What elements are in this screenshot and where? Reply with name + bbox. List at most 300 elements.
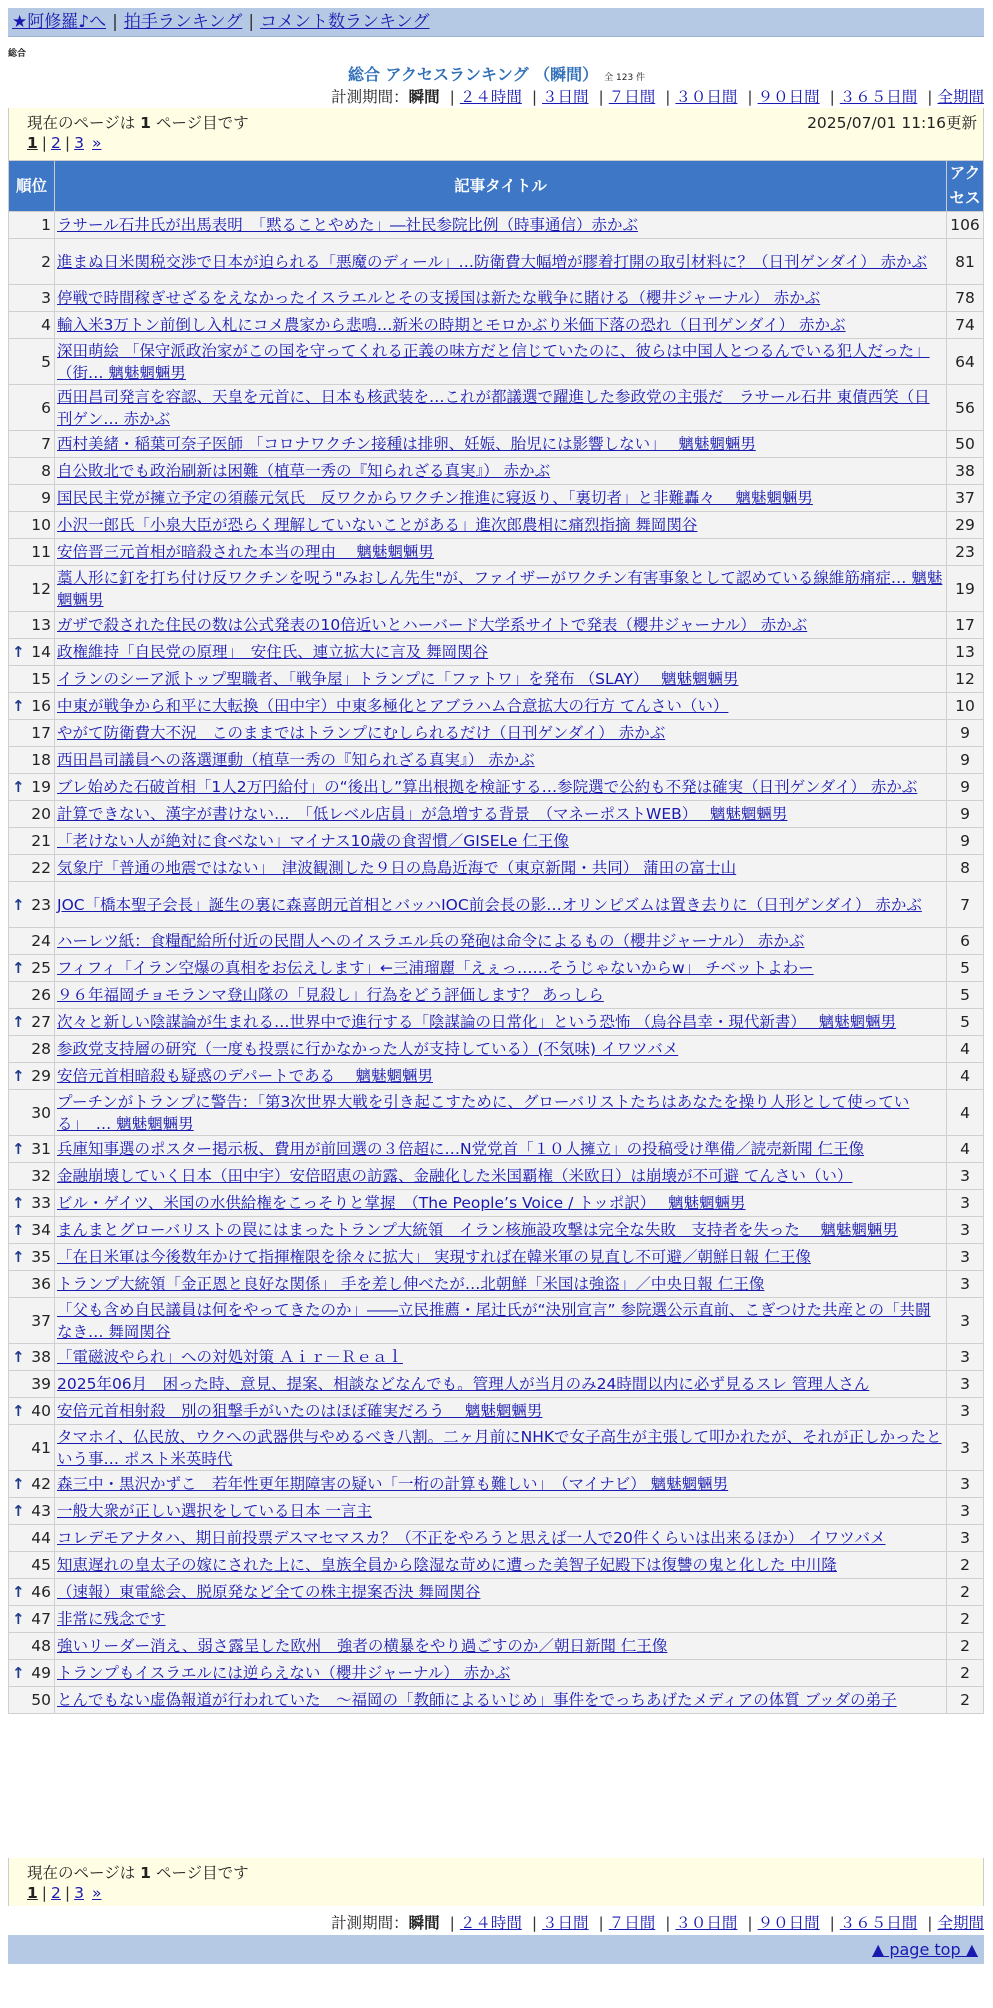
rank-up-arrow-icon: ↑ [12, 697, 25, 715]
updated-timestamp: 2025/07/01 11:16更新 [807, 114, 977, 132]
rank-cell [9, 1398, 55, 1425]
access-count: 3 [947, 1163, 984, 1190]
access-count: 6 [947, 928, 984, 955]
rank-number: 6 [41, 398, 51, 417]
page-link-2[interactable]: 2 [51, 1884, 61, 1902]
title-cell [55, 855, 947, 882]
rank-cell [9, 955, 55, 982]
rank-up-arrow-icon: ↑ [12, 1067, 25, 1085]
access-count: 9 [947, 747, 984, 774]
rank-cell [9, 431, 55, 458]
article-title-link[interactable]: ラサール石井氏が出馬表明 「黙ることやめた」―社民参院比例（時事通信）赤かぶ [57, 216, 638, 234]
next-page-link[interactable]: » [92, 134, 102, 152]
rank-number: 24 [31, 932, 51, 950]
title-cell [55, 539, 947, 566]
page-link-3[interactable]: 3 [74, 1884, 85, 1902]
title-cell [55, 1136, 947, 1163]
title-cell [55, 882, 947, 928]
article-title-link[interactable]: 西田昌司発言を容認、天皇を元首に、日本も核武装を…これが都議選で躍進した参政党の主張だ ラサール石井 東債西笑（日刊ゲン… 赤かぶ [57, 387, 930, 428]
access-count: 3 [947, 1298, 984, 1344]
access-count: 3 [947, 1271, 984, 1298]
title-cell [55, 1471, 947, 1498]
article-title-link[interactable]: 深田萌絵 「保守派政治家がこの国を守ってくれる正義の味方だと信じていたのに、彼らは中国人とつるんでいる犯人だった」（街… 魑魅魍魎男 [57, 341, 930, 382]
table-row [9, 212, 984, 239]
article-title-link[interactable]: 西田昌司議員への落選運動（植草一秀の『知られざる真実』） 赤かぶ [57, 751, 535, 769]
table-row [9, 1298, 984, 1344]
title-cell [55, 1398, 947, 1425]
table-row [9, 1398, 984, 1425]
title-cell [55, 801, 947, 828]
next-page-link[interactable]: » [92, 1884, 102, 1902]
article-title-link[interactable]: 進まぬ日米関税交渉で日本が迫られる「悪魔のディール」…防衛費大幅増が膠着打開の取引材料に？（日刊ゲンダイ） 赤かぶ [57, 252, 928, 271]
access-count: 37 [947, 485, 984, 512]
article-title-link[interactable]: プーチンがトランプに警告：「第3次世界大戦を引き起こすために、グローバリストたちはあなたを操り人形として使っている」 … 魑魅魍魎男 [57, 1092, 910, 1133]
access-count: 56 [947, 385, 984, 431]
rank-number: 43 [31, 1502, 51, 1520]
rank-number: 30 [31, 1103, 51, 1122]
article-title-link[interactable]: 小沢一郎氏「小泉大臣が恐らく理解していないことがある」進次郎農相に痛烈指摘 舞岡関谷 [57, 516, 698, 534]
pager-bottom [8, 1858, 984, 1906]
rank-up-arrow-icon: ↑ [12, 1248, 25, 1266]
table-row [9, 1525, 984, 1552]
rank-cell [9, 1063, 55, 1090]
article-title-link[interactable]: 「在日米軍は今後数年かけて指揮権限を徐々に拡大」 実現すれば在韓米軍の見直し不可避／朝鮮日報 仁王像 [57, 1248, 811, 1266]
rank-number: 28 [31, 1040, 51, 1058]
access-count: 106 [947, 212, 984, 239]
title-cell [55, 1525, 947, 1552]
title-cell [55, 1271, 947, 1298]
article-title-link[interactable]: やがて防衛費大不況 このままではトランプにむしられるだけ（日刊ゲンダイ） 赤かぶ [57, 724, 666, 742]
rank-up-arrow-icon: ↑ [12, 1502, 25, 1520]
access-count: 8 [947, 855, 984, 882]
access-count: 5 [947, 1009, 984, 1036]
rank-up-arrow-icon: ↑ [12, 1402, 25, 1420]
rank-cell [9, 1244, 55, 1271]
rank-number: 8 [41, 462, 51, 480]
article-title-link[interactable]: コレデモアナタハ、期日前投票デスマセマスカ？（不正をやろうと思えば一人で20件くらいは出来るほか） イワツバメ [57, 1529, 886, 1547]
table-row [9, 747, 984, 774]
period-current: 瞬間 [408, 1914, 440, 1932]
rank-cell [9, 1371, 55, 1398]
rank-up-arrow-icon: ↑ [12, 1013, 25, 1031]
period-current: 瞬間 [408, 88, 440, 106]
rank-number: 4 [41, 316, 51, 334]
rank-number: 7 [41, 435, 51, 453]
rank-cell [9, 539, 55, 566]
access-count: 5 [947, 955, 984, 982]
article-title-link[interactable]: 森三中・黒沢かずこ 若年性更年期障害の疑い「一桁の計算も難しい」 （マイナビ） 魑魅魍魎男 [57, 1475, 729, 1493]
rank-cell [9, 339, 55, 385]
table-row [9, 1660, 984, 1687]
title-cell [55, 1687, 947, 1714]
rank-cell [9, 1217, 55, 1244]
article-title-link[interactable]: ハーレツ紙：食糧配給所付近の民間人へのイスラエル兵の発砲は命令によるもの（櫻井ジャーナル） 赤かぶ [57, 932, 805, 950]
article-title-link[interactable]: 一般大衆が正しい選択をしている日本 一言主 [57, 1502, 372, 1520]
rank-up-arrow-icon: ↑ [12, 959, 25, 977]
article-title-link[interactable]: 兵庫知事選のポスター掲示板、費用が前回選の３倍超に…N党党首「１０人擁立」の投稿受け準備／読売新聞 仁王像 [57, 1140, 865, 1158]
access-count: 2 [947, 1687, 984, 1714]
rank-cell [9, 774, 55, 801]
title-cell [55, 774, 947, 801]
page-link-2[interactable]: 2 [51, 134, 61, 152]
rank-cell [9, 720, 55, 747]
rank-number: 41 [31, 1438, 51, 1457]
article-title-link[interactable]: ブレ始めた石破首相「1人2万円給付」の“後出し”算出根拠を検証する…参院選で公約も不発は確実（日刊ゲンダイ） 赤かぶ [57, 778, 918, 796]
title-header: 記事タイトル [55, 161, 947, 212]
table-row [9, 539, 984, 566]
article-title-link[interactable]: 自公敗北でも政治刷新は困難（植草一秀の『知られざる真実』） 赤かぶ [57, 462, 551, 480]
rank-cell [9, 1606, 55, 1633]
home-link[interactable]: ★阿修羅♪へ [12, 12, 107, 32]
access-count: 23 [947, 539, 984, 566]
period-365d[interactable]: ３６５日間 [839, 88, 918, 106]
rank-number: 1 [41, 216, 51, 234]
access-count: 4 [947, 1090, 984, 1136]
article-title-link[interactable]: 西村美緒・稲葉可奈子医師 「コロナワクチン接種は排卵、妊娠、胎児には影響しない」 魑魅魍魎男 [57, 435, 756, 453]
access-count: 4 [947, 1063, 984, 1090]
rank-number: 49 [31, 1664, 51, 1682]
rank-cell [9, 855, 55, 882]
article-title-link[interactable]: 輸入米3万トン前倒し入札にコメ農家から悲鳴…新米の時期とモロかぶり米価下落の恐れ（日刊ゲンダイ） 赤かぶ [57, 316, 846, 334]
table-row [9, 720, 984, 747]
period-7d[interactable]: ７日間 [608, 1914, 656, 1932]
period-90d[interactable]: ９０日間 [757, 1914, 820, 1932]
rank-number: 39 [31, 1375, 51, 1393]
title-cell [55, 1633, 947, 1660]
rank-number: 5 [41, 352, 51, 371]
rank-number: 9 [41, 489, 51, 507]
title-cell [55, 1344, 947, 1371]
period-all[interactable]: 全期間 [937, 88, 984, 106]
article-title-link[interactable]: 安倍元首相暗殺も疑惑のデパートである 魑魅魍魎男 [57, 1067, 433, 1085]
article-title-link[interactable]: 「父も含め自民議員は何をやってきたのか」――立民推薦・尾辻氏が“決別宣言” 参院選公示直前、こぎつけた共産との「共闘なき… 舞岡関谷 [57, 1300, 931, 1341]
access-count: 74 [947, 312, 984, 339]
period-30d[interactable]: ３０日間 [675, 88, 738, 106]
rank-cell [9, 666, 55, 693]
title-cell [55, 1009, 947, 1036]
rank-number: 14 [31, 643, 51, 661]
nav-separator: | [248, 12, 255, 32]
article-title-link[interactable]: 藁人形に釘を打ち付け反ワクチンを呪う"みおしん先生"が、ファイザーがワクチン有害事象として認めている線維筋痛症… 魑魅魍魎男 [57, 568, 943, 609]
article-title-link[interactable]: （速報）東電総会、脱原発など全ての株主提案否決 舞岡関谷 [57, 1583, 481, 1601]
access-count: 3 [947, 1398, 984, 1425]
rank-cell [9, 239, 55, 285]
title-cell [55, 431, 947, 458]
rank-cell [9, 1036, 55, 1063]
table-row [9, 239, 984, 285]
table-row [9, 1190, 984, 1217]
article-title-link[interactable]: 停戦で時間稼ぎせざるをえなかったイスラエルとその支援国は新たな戦争に賭ける（櫻井ジャーナル） 赤かぶ [57, 289, 821, 307]
period-3d[interactable]: ３日間 [542, 88, 589, 106]
table-row [9, 828, 984, 855]
rank-number: 21 [31, 832, 51, 850]
period-7d[interactable]: ７日間 [608, 88, 656, 106]
rank-cell [9, 1136, 55, 1163]
article-title-link[interactable]: ９６年福岡チョモランマ登山隊の「見殺し」行為をどう評価します？ あっしら [57, 986, 604, 1004]
table-row [9, 693, 984, 720]
page-top-link[interactable]: ▲ page top ▲ [871, 1940, 978, 1959]
rank-number: 11 [31, 543, 51, 561]
table-row [9, 431, 984, 458]
current-page-text: 現在のページは 1 ページ目です [27, 114, 249, 132]
table-row [9, 639, 984, 666]
article-title-link[interactable]: JOC「橋本聖子会長」誕生の裏に森喜朗元首相とバッハIOC前会長の影…オリンピズムは置き去りに（日刊ゲンダイ） 赤かぶ [57, 895, 922, 914]
rank-number: 20 [31, 805, 51, 823]
rank-up-arrow-icon: ↑ [12, 643, 25, 661]
table-row [9, 1217, 984, 1244]
article-title-link[interactable]: 「電磁波やられ」への対処対策 Ａｉｒ－Ｒｅａｌ [57, 1348, 403, 1366]
article-title-link[interactable]: まんまとグローバリストの罠にはまったトランプ大統領 イラン核施設攻撃は完全な失敗 支持者を失った 魑魅魍魎男 [57, 1221, 898, 1239]
table-row [9, 1633, 984, 1660]
title-cell [55, 612, 947, 639]
page-links: 1 | 2 | 3 » [27, 1884, 102, 1902]
article-title-link[interactable]: 政権維持「自民党の原理」 安住氏、連立拡大に言及 舞岡関谷 [57, 643, 489, 661]
rank-number: 40 [31, 1402, 51, 1420]
rank-cell [9, 285, 55, 312]
article-title-link[interactable]: 強いリーダー消え、弱さ露呈した欧州 強者の横暴をやり過ごすのか／朝日新聞 仁王像 [57, 1637, 668, 1655]
title-cell [55, 485, 947, 512]
rank-cell [9, 566, 55, 612]
table-row [9, 666, 984, 693]
article-title-link[interactable]: 次々と新しい陰謀論が生まれる…世界中で進行する「陰謀論の日常化」という恐怖 （烏谷昌幸・現代新書） 魑魅魍魎男 [57, 1013, 897, 1031]
rank-number: 19 [31, 778, 51, 796]
access-count: 2 [947, 1606, 984, 1633]
period-label: 計測期間： [331, 1914, 409, 1932]
access-count: 3 [947, 1190, 984, 1217]
article-title-link[interactable]: 安倍元首相射殺 別の狙撃手がいたのはほぼ確実だろう 魑魅魍魎男 [57, 1402, 543, 1420]
rank-number: 29 [31, 1067, 51, 1085]
pager-top [8, 108, 984, 160]
access-count: 19 [947, 566, 984, 612]
period-selector-top: 計測期間：瞬間 | ２４時間 | ３日間 | ７日間 | ３０日間 | ９０日間 | ３６５日間 | 全期間 [331, 88, 984, 106]
rank-up-arrow-icon: ↑ [12, 895, 25, 914]
rank-number: 17 [31, 724, 51, 742]
rank-cell [9, 212, 55, 239]
title-cell [55, 1217, 947, 1244]
top-nav-bar [8, 8, 984, 37]
rank-number: 33 [31, 1194, 51, 1212]
table-row [9, 339, 984, 385]
rank-number: 38 [31, 1348, 51, 1366]
title-cell [55, 1063, 947, 1090]
title-cell [55, 566, 947, 612]
rank-cell [9, 1190, 55, 1217]
title-cell [55, 512, 947, 539]
section-label: 総合 [8, 49, 27, 59]
rank-number: 36 [31, 1275, 51, 1293]
table-row [9, 801, 984, 828]
rank-up-arrow-icon: ↑ [12, 1140, 25, 1158]
rank-number: 23 [31, 895, 51, 914]
table-row [9, 1063, 984, 1090]
table-row [9, 982, 984, 1009]
current-page-text: 現在のページは 1 ページ目です [27, 1864, 249, 1882]
article-title-link[interactable]: 国民民主党が擁立予定の須藤元気氏 反ワクからワクチン推進に寝返り、「裏切者」と非難轟々 魑魅魍魎男 [57, 489, 813, 507]
rank-number: 22 [31, 859, 51, 877]
rank-number: 31 [31, 1140, 51, 1158]
table-row [9, 458, 984, 485]
access-count: 3 [947, 1498, 984, 1525]
rank-cell [9, 928, 55, 955]
period-90d[interactable]: ９０日間 [757, 88, 820, 106]
article-title-link[interactable]: イランのシーア派トップ聖職者、「戦争屋」トランプに「ファトワ」を発布 （SLAY） 魑魅魍魎男 [57, 670, 739, 688]
rank-number: 25 [31, 959, 51, 977]
access-count: 10 [947, 693, 984, 720]
article-title-link[interactable]: 2025年06月 困った時、意見、提案、相談などなんでも。管理人が当月のみ24時間以内に必ず見るスレ 管理人さん [57, 1375, 870, 1393]
rank-up-arrow-icon: ↑ [12, 778, 25, 796]
rank-cell [9, 485, 55, 512]
article-title-link[interactable]: 気象庁「普通の地震ではない」 津波観測した９日の鳥島近海で（東京新聞・共同） 蒲田の富士山 [57, 859, 737, 877]
access-count: 4 [947, 1036, 984, 1063]
rank-cell [9, 747, 55, 774]
rank-up-arrow-icon: ↑ [12, 1583, 25, 1601]
access-count: 12 [947, 666, 984, 693]
title-cell [55, 955, 947, 982]
page-current: 1 [27, 1884, 38, 1902]
access-count: 2 [947, 1633, 984, 1660]
rank-up-arrow-icon: ↑ [12, 1221, 25, 1239]
rank-up-arrow-icon: ↑ [12, 1348, 25, 1366]
access-count: 4 [947, 1136, 984, 1163]
rank-cell [9, 1687, 55, 1714]
rank-number: 16 [31, 697, 51, 715]
title-cell [55, 639, 947, 666]
table-row [9, 1344, 984, 1371]
title-cell [55, 1606, 947, 1633]
title-cell [55, 1298, 947, 1344]
rank-number: 50 [31, 1691, 51, 1709]
title-cell [55, 747, 947, 774]
article-title-link[interactable]: 非常に残念です [57, 1610, 166, 1628]
total-count: 全 123 件 [604, 73, 646, 83]
period-24h[interactable]: ２４時間 [459, 88, 522, 106]
page-title: 総合 アクセスランキング （瞬間） [347, 65, 599, 84]
table-row [9, 485, 984, 512]
title-cell [55, 1552, 947, 1579]
page-links: 1 | 2 | 3 » [27, 134, 102, 152]
rank-number: 48 [31, 1637, 51, 1655]
period-365d[interactable]: ３６５日間 [839, 1914, 918, 1932]
article-title-link[interactable]: ガザで殺された住民の数は公式発表の10倍近いとハーバード大学系サイトで発表（櫻井ジャーナル） 赤かぶ [57, 616, 808, 634]
rank-cell [9, 512, 55, 539]
table-row [9, 1552, 984, 1579]
rank-number: 2 [41, 252, 51, 271]
access-header: アクセス [947, 161, 984, 212]
rank-cell [9, 1498, 55, 1525]
rank-number: 37 [31, 1311, 51, 1330]
article-title-link[interactable]: トランプもイスラエルには逆らえない（櫻井ジャーナル） 赤かぶ [57, 1664, 511, 1682]
article-title-link[interactable]: 「老けない人が絶対に食べない」マイナス10歳の食習慣／GISELe 仁王像 [57, 832, 569, 850]
rank-number: 3 [41, 289, 51, 307]
article-title-link[interactable]: ビル・ゲイツ、米国の水供給権をこっそりと掌握 （The People’s Voice / トッポ訳） 魑魅魍魎男 [57, 1194, 746, 1212]
article-title-link[interactable]: 計算できない、漢字が書けない… 「低レベル店員」が急増する背景 （マネーポストWEB） 魑魅魍魎男 [57, 805, 788, 823]
title-cell [55, 1036, 947, 1063]
article-title-link[interactable]: とんでもない虚偽報道が行われていた ～福岡の「教師によるいじめ」事件をでっちあげたメディアの体質 ブッダの弟子 [57, 1691, 897, 1709]
title-cell [55, 1660, 947, 1687]
page-link-3[interactable]: 3 [74, 134, 85, 152]
access-count: 13 [947, 639, 984, 666]
article-title-link[interactable]: フィフィ「イラン空爆の真相をお伝えします」←三浦瑠麗「えぇっ……そうじゃないからw」 チベットよわー [57, 959, 814, 977]
title-cell [55, 239, 947, 285]
rank-up-arrow-icon: ↑ [12, 1194, 25, 1212]
rank-cell [9, 1525, 55, 1552]
table-row [9, 312, 984, 339]
access-count: 5 [947, 982, 984, 1009]
access-count: 3 [947, 1371, 984, 1398]
access-count: 2 [947, 1552, 984, 1579]
access-count: 9 [947, 720, 984, 747]
article-title-link[interactable]: 知恵遅れの皇太子の嫁にされた上に、皇族全員から陰湿な苛めに遭った美智子妃殿下は復讐の鬼と化した 中川隆 [57, 1556, 837, 1574]
access-count: 2 [947, 1660, 984, 1687]
comment-ranking-link[interactable]: コメント数ランキング [260, 12, 430, 32]
article-title-link[interactable]: タマホイ、仏民放、ウクへの武器供与やめるべき八割。二ヶ月前にNHKで女子高生が主張して叩かれたが、それが正しかったという事… ポスト米英時代 [57, 1427, 942, 1468]
title-cell [55, 720, 947, 747]
table-row [9, 385, 984, 431]
access-count: 3 [947, 1525, 984, 1552]
rank-cell [9, 982, 55, 1009]
title-cell [55, 339, 947, 385]
period-24h[interactable]: ２４時間 [459, 1914, 522, 1932]
rank-number: 45 [31, 1556, 51, 1574]
access-count: 7 [947, 882, 984, 928]
rank-cell [9, 1298, 55, 1344]
article-title-link[interactable]: 金融崩壊していく日本（田中宇）安倍昭恵の訪露、金融化した米国覇権（米欧日）は崩壊が不可避 てんさい（い） [57, 1167, 853, 1185]
title-cell [55, 1163, 947, 1190]
table-row [9, 955, 984, 982]
rank-header: 順位 [9, 161, 55, 212]
access-count: 64 [947, 339, 984, 385]
rank-cell [9, 639, 55, 666]
period-all[interactable]: 全期間 [937, 1914, 984, 1932]
page-title-line [0, 62, 993, 85]
rank-number: 42 [31, 1475, 51, 1493]
table-header-row [9, 161, 984, 212]
rank-number: 27 [31, 1013, 51, 1031]
title-cell [55, 385, 947, 431]
table-row [9, 285, 984, 312]
rank-cell [9, 1163, 55, 1190]
article-title-link[interactable]: 安倍晋三元首相が暗殺された本当の理由 魑魅魍魎男 [57, 543, 434, 561]
rank-number: 18 [31, 751, 51, 769]
rank-cell [9, 1552, 55, 1579]
rank-number: 46 [31, 1583, 51, 1601]
title-cell [55, 666, 947, 693]
title-cell [55, 693, 947, 720]
rank-cell [9, 612, 55, 639]
article-title-link[interactable]: トランプ大統領「金正恩と良好な関係」 手を差し伸べたが…北朝鮮「米国は強盗」／中央日報 仁王像 [57, 1275, 765, 1293]
table-row [9, 1090, 984, 1136]
rank-number: 10 [31, 516, 51, 534]
title-cell [55, 1244, 947, 1271]
rank-cell [9, 312, 55, 339]
rank-number: 12 [31, 579, 51, 598]
article-title-link[interactable]: 参政党支持層の研究（一度も投票に行かなかった人が支持している）(不気味) イワツバメ [57, 1040, 679, 1058]
rank-cell [9, 385, 55, 431]
table-row [9, 928, 984, 955]
access-count: 3 [947, 1471, 984, 1498]
applause-ranking-link[interactable]: 拍手ランキング [123, 12, 243, 32]
table-row [9, 1606, 984, 1633]
table-row [9, 1579, 984, 1606]
period-30d[interactable]: ３０日間 [675, 1914, 738, 1932]
page-current: 1 [27, 134, 38, 152]
access-count: 78 [947, 285, 984, 312]
period-3d[interactable]: ３日間 [542, 1914, 589, 1932]
article-title-link[interactable]: 中東が戦争から和平に大転換（田中宇）中東多極化とアブラハム合意拡大の行方 てんさい（い） [57, 697, 729, 715]
access-count: 29 [947, 512, 984, 539]
period-label: 計測期間： [331, 88, 409, 106]
table-row [9, 1498, 984, 1525]
